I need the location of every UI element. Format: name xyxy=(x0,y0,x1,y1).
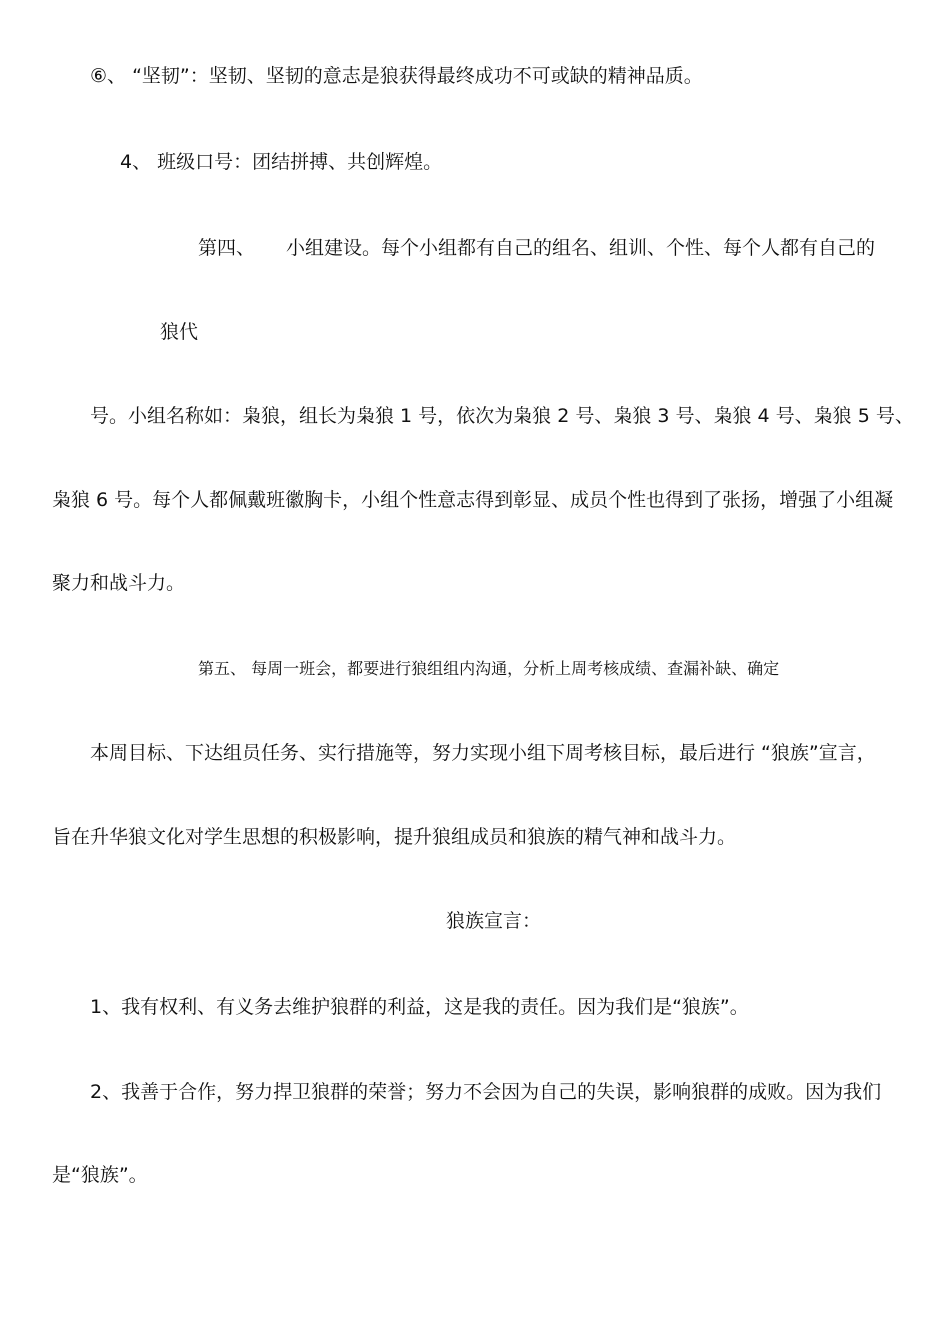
paragraph-weekly-meeting: 第五、 每周一班会，都要进行狼组组内沟通，分析上周考核成绩、查漏补缺、确定 xyxy=(198,659,780,678)
paragraph-group-names: 号。小组名称如：枭狼，组长为枭狼 1 号，依次为枭狼 2 号、枭狼 3 号、枭狼 4 号、枭狼 5 号、 xyxy=(90,405,914,427)
paragraph-resilience: ⑥、 “坚韧”：坚韧、坚韧的意志是狼获得最终成功不可或缺的精神品质。 xyxy=(90,65,703,87)
declaration-heading: 狼族宣言： xyxy=(446,910,542,932)
paragraph-group-building: 小组建设。每个小组都有自己的组名、组训、个性、每个人都有自己的 xyxy=(286,237,876,259)
declaration-item-1: 1、我有权利、有义务去维护狼群的利益，这是我的责任。因为我们是“狼族”。 xyxy=(90,996,749,1018)
declaration-item-2: 2、我善于合作，努力捍卫狼群的荣誉；努力不会因为自己的失误，影响狼群的成败。因为我们 xyxy=(90,1081,882,1103)
declaration-item-2-cont: 是“狼族”。 xyxy=(52,1164,148,1186)
section-four-heading: 第四、 xyxy=(198,237,256,259)
paragraph-group-names-cont1: 枭狼 6 号。每个人都佩戴班徽胸卡，小组个性意志得到彰显、成员个性也得到了张扬，增强了小组凝 xyxy=(52,489,894,511)
paragraph-weekly-meeting-cont1: 本周目标、下达组员任务、实行措施等，努力实现小组下周考核目标，最后进行 “狼族”宣言， xyxy=(90,742,876,764)
paragraph-weekly-meeting-cont2: 旨在升华狼文化对学生思想的积极影响，提升狼组成员和狼族的精气神和战斗力。 xyxy=(52,826,737,848)
paragraph-class-slogan: 4、 班级口号：团结拼搏、共创辉煌。 xyxy=(120,151,443,173)
paragraph-group-names-cont2: 聚力和战斗力。 xyxy=(52,572,186,594)
paragraph-group-building-cont1: 狼代 xyxy=(160,321,199,343)
